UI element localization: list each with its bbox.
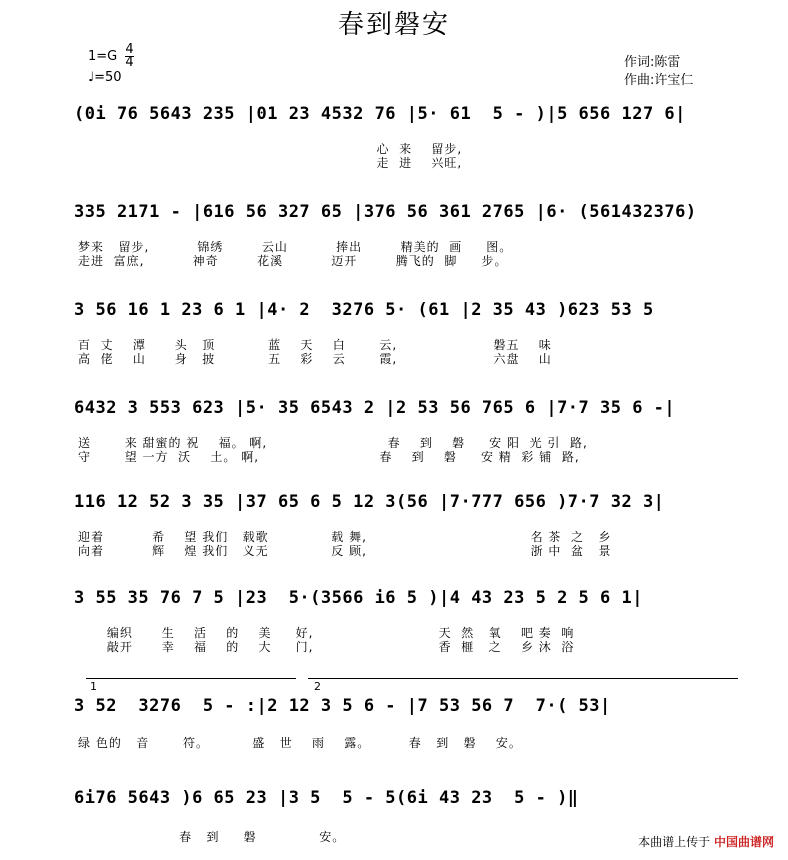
lyrics-verse-2: 敲开 幸 福 的 大 门, 香 榧 之 乡 沐 浴 [78, 640, 575, 654]
notation-line: 6432 3 553 623 |5· 35 6543 2 |2 53 56 765 6 |7·7 35 6 -| [74, 398, 676, 418]
tempo-mark: ♩=50 [88, 70, 122, 85]
footer-prefix: 本曲谱上传于 [638, 835, 711, 849]
lyrics-verse-1: 梦来 留步, 锦绣 云山 捧出 精美的 画 图。 [78, 240, 513, 254]
composer: 作曲:许宝仁 [624, 73, 694, 88]
notation-line: 3 52 3276 5 - :|2 12 3 5 6 - |7 53 56 7 7·( 53| [74, 696, 611, 716]
lyrics-verse-2: 走进 富庶, 神奇 花溪 迈开 腾飞的 脚 步。 [78, 254, 508, 268]
lyrics-verse-1: 心 来 留步, [78, 142, 463, 156]
lyrics-verse-1: 迎着 希 望 我们 载歌 载 舞, 名 茶 之 乡 [78, 530, 612, 544]
notation-line: 3 55 35 76 7 5 |23 5·(3566 i6 5 )|4 43 23 5 2 5 6 1| [74, 588, 643, 608]
lyrics-verse-2: 向着 辉 煌 我们 义无 反 顾, 浙 中 盆 景 [78, 544, 612, 558]
second-ending-number: 2 [314, 680, 321, 693]
lyrics-verse-2: 走 进 兴旺, [78, 156, 463, 170]
footer-credit [638, 833, 774, 850]
notation-line: 3 56 16 1 23 6 1 |4· 2 3276 5· (61 |2 35 43 )623 53 5 [74, 300, 654, 320]
credits [624, 54, 693, 90]
song-title: 春到磐安 [337, 10, 450, 40]
lyrics-verse-1: 编织 生 活 的 美 好, 天 然 氧 吧 奏 响 [78, 626, 575, 640]
lyrics-verse-1: 百 丈 潭 头 顶 蓝 天 白 云, 磐五 味 [78, 338, 552, 352]
notation-line: 335 2171 - |616 56 327 65 |376 56 361 2765 |6· (561432376) [74, 202, 697, 222]
lyrics-verse-2: 守 望 一方 沃 土。 啊, 春 到 磐 安 精 彩 铺 路, [78, 450, 580, 464]
notation-line: 116 12 52 3 35 |37 65 6 5 12 3(56 |7·777 656 )7·7 32 3| [74, 492, 665, 512]
key-signature: 1=G [88, 49, 118, 64]
time-top: 4 [125, 42, 134, 57]
lyrics-verse-1: 春 到 磐 安。 [78, 830, 346, 844]
site-brand-link[interactable]: 中国曲谱网 [713, 835, 774, 849]
lyrics-verse-2: 高 佬 山 身 披 五 彩 云 霞, 六盘 山 [78, 352, 552, 366]
lyrics-verse-1: 绿 色的 音 符。 盛 世 雨 露。 春 到 磐 安。 [78, 736, 522, 750]
notation-line: 6i76 5643 )6 65 23 |3 5 5 - 5(6i 43 23 5 - )‖ [74, 788, 579, 808]
lyricist: 作词:陈雷 [624, 55, 681, 70]
first-ending-number: 1 [90, 680, 97, 693]
second-ending-bracket [308, 678, 738, 679]
notation-line: (0i 76 5643 235 |01 23 4532 76 |5· 61 5 - )|5 656 127 6| [74, 104, 686, 124]
time-bottom: 4 [125, 55, 134, 70]
first-ending-bracket [86, 678, 296, 679]
time-signature [125, 44, 133, 69]
lyrics-verse-1: 送 来 甜蜜的 祝 福。 啊, 春 到 磐 安 阳 光 引 路, [78, 436, 588, 450]
key-signature-block [88, 44, 134, 87]
